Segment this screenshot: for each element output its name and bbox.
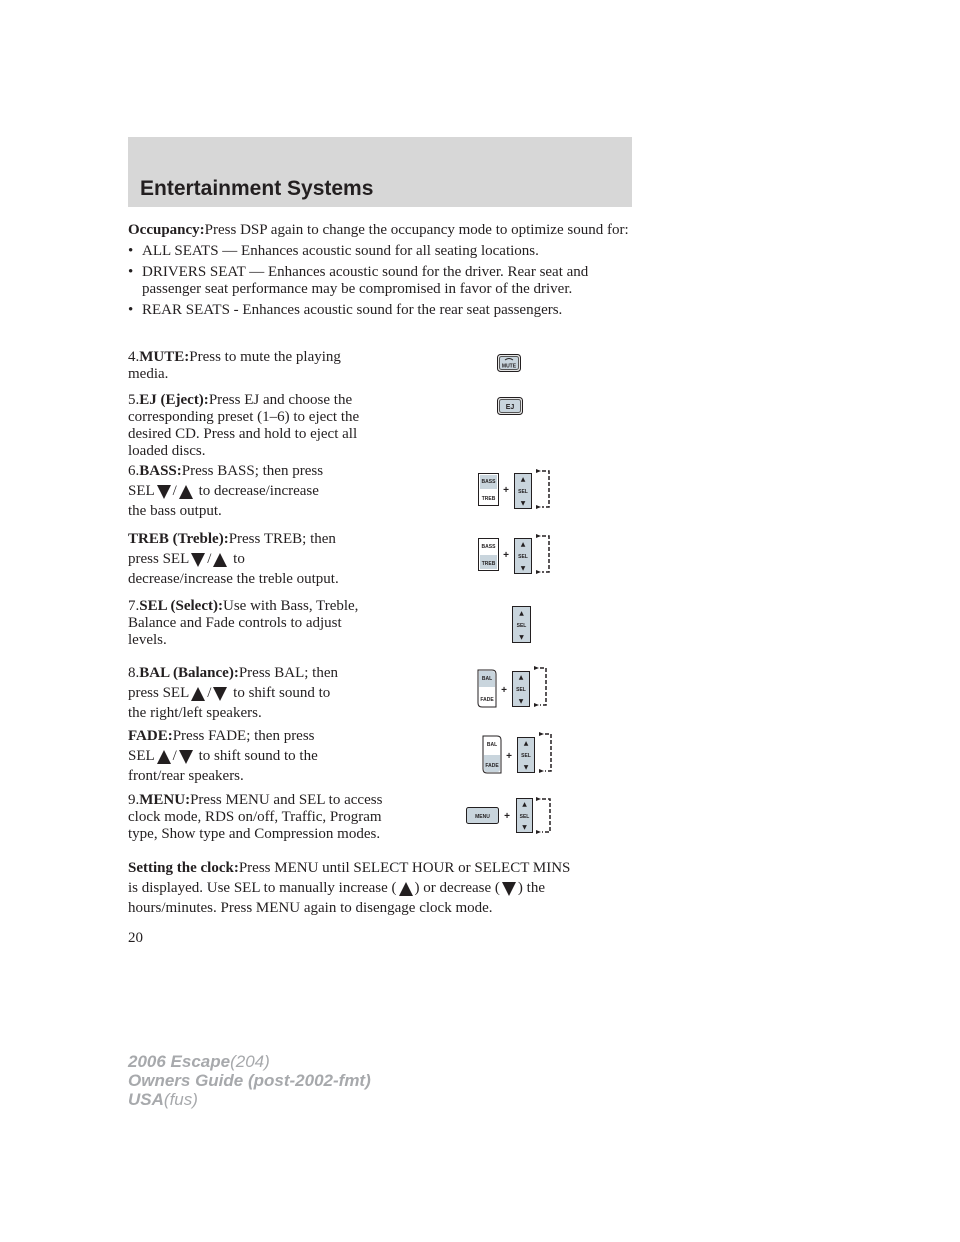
bullet-item: • ALL SEATS — Enhances acoustic sound for all seating locations. bbox=[128, 243, 539, 259]
menu-sel-diagram-icon bbox=[466, 795, 556, 837]
svg-text:+: + bbox=[506, 751, 512, 762]
section-title: Entertainment Systems bbox=[140, 177, 374, 200]
down-arrow-icon bbox=[191, 553, 205, 567]
treble-sel-diagram-icon bbox=[478, 531, 554, 577]
up-arrow-icon bbox=[157, 750, 171, 764]
svg-text:SEL: SEL bbox=[516, 687, 526, 693]
balance-description: 8.BAL (Balance):Press BAL; then press SEL / to shift sound to the right/left speakers. bbox=[128, 665, 339, 721]
down-arrow-icon bbox=[179, 750, 193, 764]
svg-text:MENU: MENU bbox=[475, 814, 490, 820]
svg-text:+: + bbox=[503, 550, 509, 561]
svg-text:MUTE: MUTE bbox=[501, 363, 517, 370]
occupancy-paragraph bbox=[128, 222, 632, 239]
svg-text:BAL: BAL bbox=[481, 676, 493, 682]
svg-text:BAL: BAL bbox=[486, 742, 498, 748]
svg-text:SEL: SEL bbox=[521, 753, 531, 759]
svg-text:▼: ▼ bbox=[519, 634, 524, 641]
svg-text:FADE: FADE bbox=[485, 763, 499, 769]
mute-description: 4.MUTE:Press to mute the playing media. bbox=[128, 349, 341, 382]
svg-text:▲: ▲ bbox=[519, 610, 524, 617]
svg-text:▲: ▲ bbox=[520, 476, 526, 483]
bullet-item: • DRIVERS SEAT — Enhances acoustic sound for the driver. Rear seat and passenger seat performance may be compromised in favor of the driver. bbox=[128, 264, 589, 297]
svg-text:FADE: FADE bbox=[480, 697, 494, 703]
balance-sel-diagram-icon bbox=[476, 663, 552, 711]
bass-sel-diagram-icon bbox=[478, 466, 554, 512]
page-number: 20 bbox=[128, 930, 143, 946]
eject-description: 5.EJ (Eject):Press EJ and choose the corresponding preset (1–6) to eject the desired CD. Press and hold to eject all loaded discs. bbox=[128, 392, 360, 459]
down-arrow-icon bbox=[213, 687, 227, 701]
svg-text:+: + bbox=[501, 685, 507, 696]
svg-text:SEL: SEL bbox=[518, 554, 528, 560]
eject-button-icon bbox=[497, 397, 523, 415]
down-arrow-icon bbox=[502, 882, 516, 896]
clock-setting-paragraph: Setting the clock:Press MENU until SELECT HOUR or SELECT MINS is displayed. Use SEL to manually increase ( ) or decrease ( ) the hours/minutes. Press MENU again to disengage clock mode. bbox=[128, 860, 571, 916]
svg-text:▼: ▼ bbox=[520, 565, 526, 572]
svg-text:SEL: SEL bbox=[518, 489, 528, 495]
up-arrow-icon bbox=[213, 553, 227, 567]
svg-text:EJ: EJ bbox=[505, 404, 515, 411]
svg-text:▼: ▼ bbox=[523, 764, 529, 771]
svg-text:▲: ▲ bbox=[520, 541, 526, 548]
select-description: 7.SEL (Select):Use with Bass, Treble, Balance and Fade controls to adjust levels. bbox=[128, 598, 359, 648]
svg-text:SEL: SEL bbox=[519, 814, 530, 820]
down-arrow-icon bbox=[157, 485, 171, 499]
up-arrow-icon bbox=[399, 882, 413, 896]
occupancy-section bbox=[128, 222, 632, 323]
svg-text:▼: ▼ bbox=[520, 500, 526, 507]
fade-sel-diagram-icon bbox=[481, 729, 557, 777]
svg-text:▲: ▲ bbox=[518, 674, 524, 681]
document-footer: 2006 Escape(204) Owners Guide (post-2002-fmt) USA(fus) bbox=[128, 1052, 371, 1109]
svg-text:+: + bbox=[504, 811, 510, 822]
fade-description: FADE:Press FADE; then press SEL / to shift sound to the front/rear speakers. bbox=[128, 728, 318, 784]
up-arrow-icon bbox=[191, 687, 205, 701]
treble-description: TREB (Treble):Press TREB; then press SEL / to decrease/increase the treble output. bbox=[128, 531, 339, 587]
svg-text:TREB: TREB bbox=[481, 561, 496, 567]
sel-button-icon bbox=[512, 606, 532, 644]
bullet-item: • REAR SEATS - Enhances acoustic sound for the rear seat passengers. bbox=[128, 302, 563, 318]
bass-description: 6.BASS:Press BASS; then press SEL / to decrease/increase the bass output. bbox=[128, 463, 324, 519]
svg-text:▼: ▼ bbox=[518, 698, 524, 705]
menu-description: 9.MENU:Press MENU and SEL to access clock mode, RDS on/off, Traffic, Program type, Show type and Compression modes. bbox=[128, 792, 383, 842]
svg-text:BASS: BASS bbox=[481, 544, 496, 550]
svg-text:SEL: SEL bbox=[516, 623, 527, 629]
svg-text:TREB: TREB bbox=[481, 496, 496, 502]
section-header bbox=[128, 137, 632, 207]
svg-text:BASS: BASS bbox=[481, 479, 496, 485]
occupancy-text: Press DSP again to change the occupancy mode to optimize sound for: bbox=[204, 222, 629, 238]
up-arrow-icon bbox=[179, 485, 193, 499]
svg-text:▼: ▼ bbox=[522, 824, 527, 831]
svg-text:+: + bbox=[503, 485, 509, 496]
svg-text:▲: ▲ bbox=[522, 801, 527, 808]
svg-text:▲: ▲ bbox=[523, 740, 529, 747]
occupancy-label: Occupancy: bbox=[128, 222, 205, 238]
mute-button-icon bbox=[497, 354, 521, 372]
